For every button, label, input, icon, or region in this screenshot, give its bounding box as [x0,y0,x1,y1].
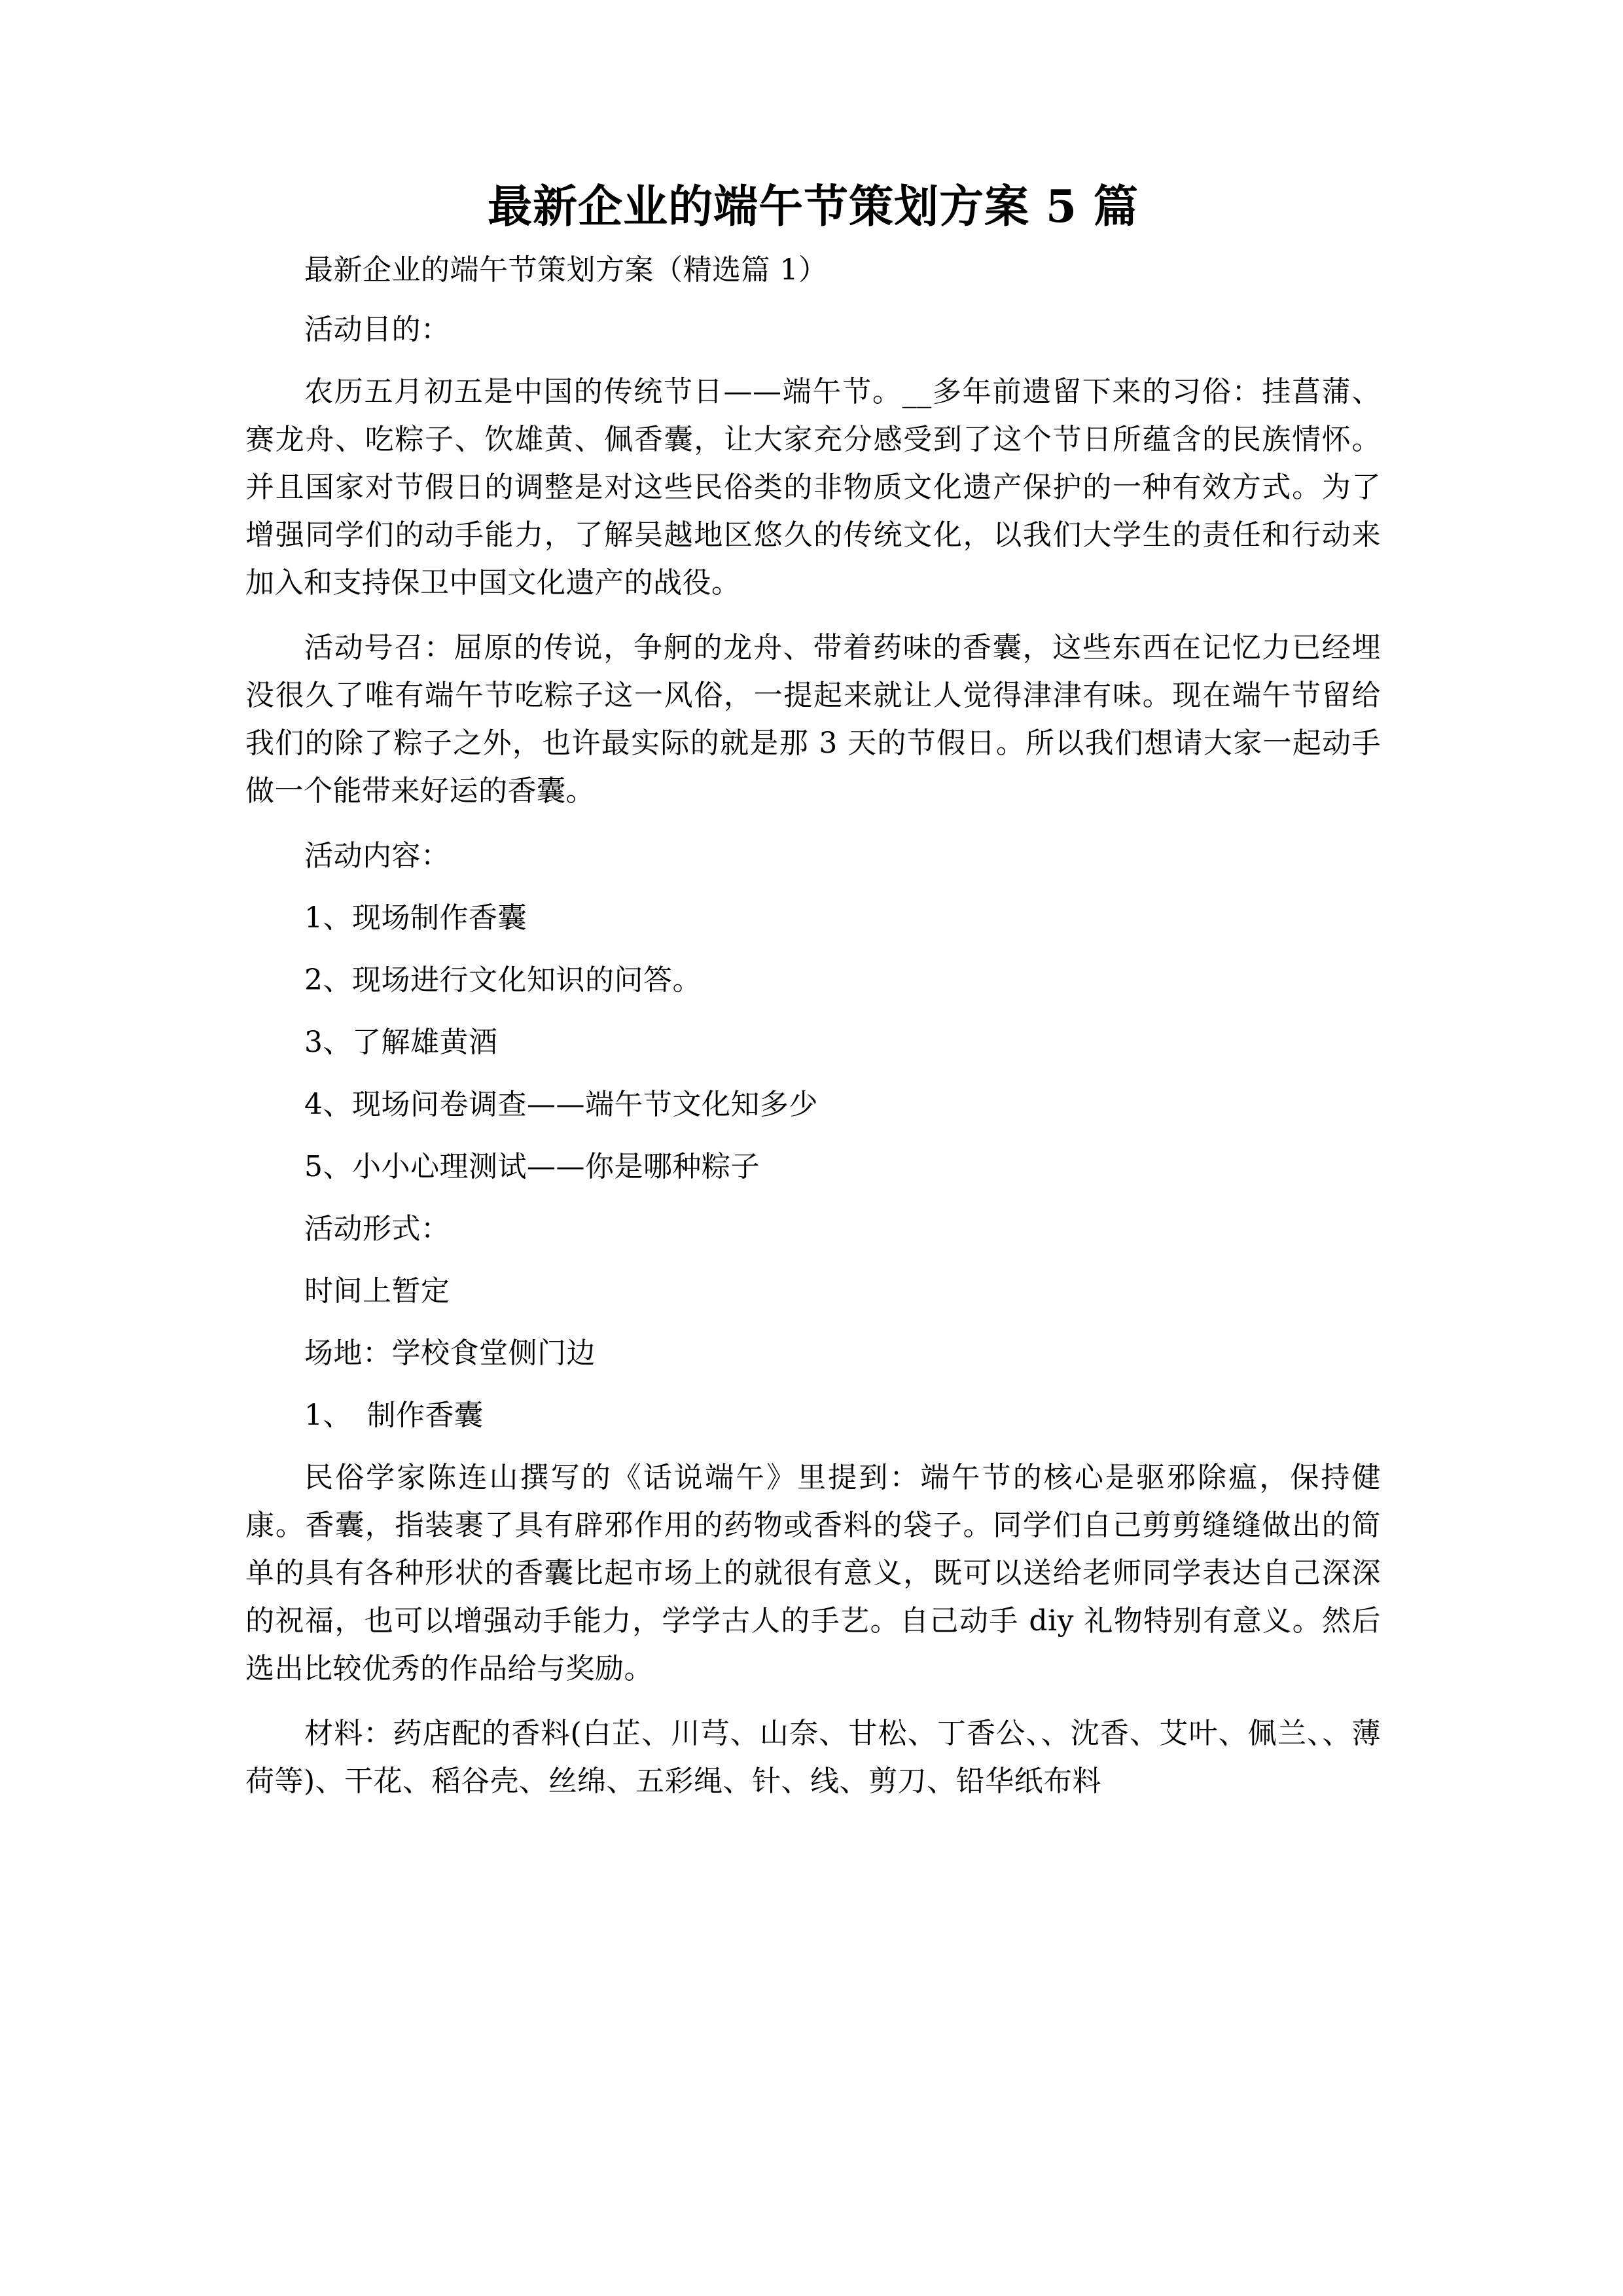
spacer [245,815,1381,832]
heading-activity-purpose: 活动目的： [304,312,450,346]
list-item: 4、现场问卷调查——端午节文化知多少 [304,1087,818,1121]
list-item: 2、现场进行文化知识的问答。 [304,963,702,997]
document-content [245,178,1381,1805]
paragraph-activity-purpose: 农历五月初五是中国的传统节日——端午节。__多年前遗留下来的习俗：挂菖蒲、赛龙舟、吃粽子、饮雄黄、佩香囊，让大家充分感受到了这个节日所蕴含的民族情怀。并且国家对节假日的调整是对这些民俗类的非物质文化遗产保护的一种有效方式。为了增强同学们的动手能力，了解吴越地区悠久的传统文化，以我们大学生的责任和行动来加入和支持保卫中国文化遗产的战役。 [245,374,1381,600]
paragraph-sachet-description: 民俗学家陈连山撰写的《话说端午》里提到：端午节的核心是驱邪除瘟，保持健康。香囊，指装裹了具有辟邪作用的药物或香料的袋子。同学们自己剪剪缝缝做出的简单的具有各种形状的香囊比起市场上的就很有意义，既可以送给老师同学表达自己深深的祝福，也可以增强动手能力，学学古人的手艺。自己动手 diy 礼物特别有意义。然后选出比较优秀的作品给与奖励。 [245,1460,1381,1685]
heading-activity-content: 活动内容： [304,838,450,872]
activity-venue: 场地：学校食堂侧门边 [304,1336,596,1370]
spacer [245,1693,1381,1710]
list-item: 1、现场制作香囊 [304,901,527,935]
document-subtitle: 最新企业的端午节策划方案（精选篇 1） [304,253,828,287]
activity-time: 时间上暂定 [304,1274,450,1308]
step-make-sachet: 1、 制作香囊 [304,1398,484,1432]
page-title: 最新企业的端午节策划方案 5 篇 [488,181,1139,233]
paragraph-materials: 材料：药店配的香料(白芷、川芎、山奈、甘松、丁香公、、沈香、艾叶、佩兰、、薄荷等)、干花、稻谷壳、丝绵、五彩绳、针、线、剪刀、铅华纸布料 [245,1716,1381,1798]
list-item: 3、了解雄黄酒 [304,1025,498,1059]
paragraph-activity-call: 活动号召：屈原的传说，争舸的龙舟、带着药味的香囊，这些东西在记忆力已经埋没很久了唯有端午节吃粽子这一风俗，一提起来就让人觉得津津有味。现在端午节留给我们的除了粽子之外，也许最实际的就是那 3 天的节假日。所以我们想请大家一起动手做一个能带来好运的香囊。 [245,630,1381,808]
spacer [245,607,1381,624]
list-item: 5、小小心理测试——你是哪种粽子 [304,1149,760,1183]
heading-activity-form: 活动形式： [304,1211,450,1246]
